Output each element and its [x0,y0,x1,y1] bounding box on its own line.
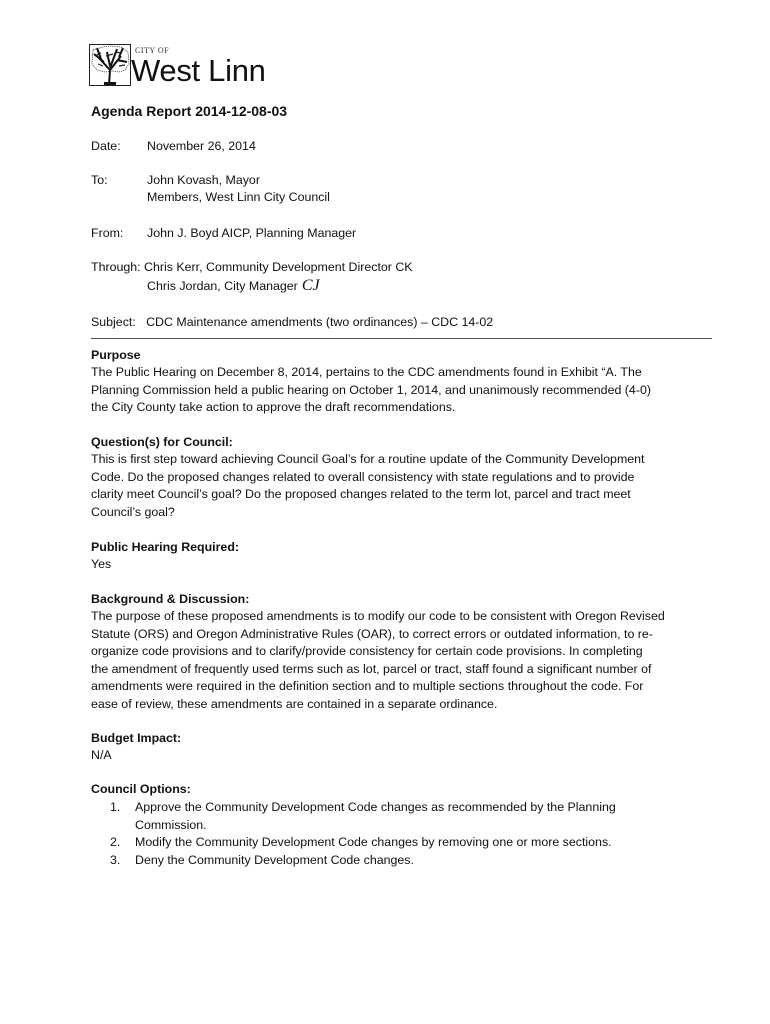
hearing-value: Yes [91,557,112,571]
background-heading: Background & Discussion: [91,592,250,606]
tree-logo-icon [89,44,131,86]
background-line: amendments were required in the definition section and to multiple sections throughout the code. For [91,679,644,694]
background-line: Statute (ORS) and Oregon Administrative Rules (OAR), to correct errors or outdated information, to re- [91,626,653,641]
city-logo [89,44,289,88]
option-text-cont: Commission. [135,817,207,832]
to-label: To: [91,173,108,187]
questions-line: Council’s goal? [91,504,175,519]
purpose-heading: Purpose [91,348,141,362]
through-value-2: Chris Jordan, City Manager [147,279,298,293]
report-title: Agenda Report 2014-12-08-03 [91,103,288,119]
option-text: Deny the Community Development Code changes. [135,853,414,867]
background-line: the amendment of frequently used terms such as lot, parcel or tract, staff found a significant number of [91,661,652,676]
background-line: organize code provisions and to clarify/provide consistency for certain code provisions. In completing [91,644,643,659]
date-value: November 26, 2014 [147,139,256,153]
questions-line: clarity meet Council’s goal? Do the proposed changes related to the term lot, parcel and tract meet [91,487,631,502]
purpose-line: the City County take action to approve the draft recommendations. [91,400,456,415]
logo-city-of: CITY OF [135,46,170,55]
from-value: John J. Boyd AICP, Planning Manager [147,226,357,240]
to-value-1: John Kovash, Mayor [147,173,260,187]
divider [91,338,712,339]
from-label: From: [91,226,124,240]
hearing-heading: Public Hearing Required: [91,540,240,554]
questions-line: Code. Do the proposed changes related to overall consistency with state regulations and to provide [91,469,635,484]
through-line: Through: Chris Kerr, Community Development Director CK [91,260,413,274]
logo-city-name: West Linn [131,53,266,88]
background-text [91,608,691,714]
signature-initials: CJ [301,277,320,294]
option-text: Modify the Community Development Code changes by removing one or more sections. [135,835,612,849]
subject-line: Subject: CDC Maintenance amendments (two ordinances) – CDC 14-02 [91,315,494,329]
questions-heading: Question(s) for Council: [91,435,233,449]
option-text: Approve the Community Development Code changes as recommended by the Planning [135,800,616,814]
background-line: ease of review, these amendments are contained in a separate ordinance. [91,696,498,711]
through-line-2 [147,277,320,295]
date-label: Date: [91,139,121,153]
options-heading: Council Options: [91,782,191,796]
background-line: The purpose of these proposed amendments is to modify our code to be consistent with Oregon Revised [91,609,665,623]
to-value-2: Members, West Linn City Council [147,190,330,204]
option-number: 1. [110,800,121,814]
purpose-line: The Public Hearing on December 8, 2014, pertains to the CDC amendments found in Exhibit “A. The [91,365,642,379]
option-number: 2. [110,835,121,849]
questions-line: This is first step toward achieving Council Goal’s for a routine update of the Community Development [91,452,645,466]
budget-heading: Budget Impact: [91,731,182,745]
budget-value: N/A [91,748,112,762]
option-number: 3. [110,853,121,867]
questions-text [91,451,691,521]
purpose-text [91,364,691,417]
purpose-line: Planning Commission held a public hearing on October 1, 2014, and unanimously recommended (4-0) [91,382,651,397]
